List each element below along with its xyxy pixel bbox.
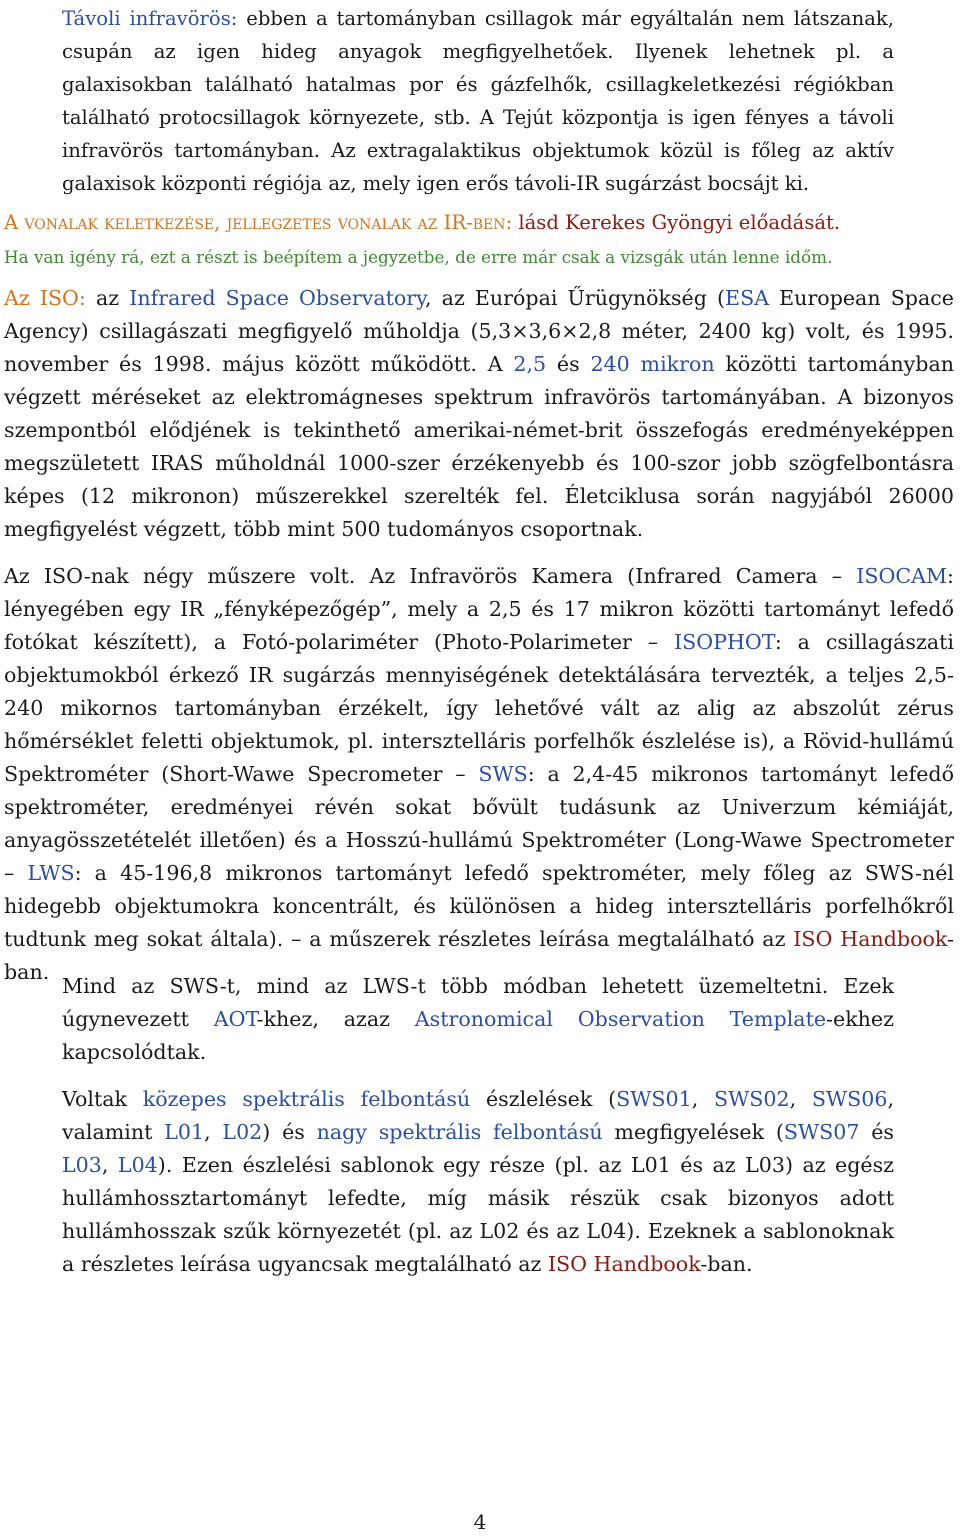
isophot-link[interactable]: ISOPHOT [673,630,775,654]
text-span: , az Európai Űrügynökség ( [425,286,726,310]
text-span: : lényegében egy IR „fényképezőgép”, mely a 2,5 és 17 mikron közötti tartományt lefedő fotókat készített), a Fotó-polariméter (Photo-Polarimeter – [4,564,954,654]
page-number: 4 [473,1510,487,1534]
text-span: -ban. [4,927,954,984]
iso-heading: Az ISO: [4,286,86,310]
aot-link[interactable]: AOT [213,1007,257,1031]
lws-link[interactable]: LWS [27,861,75,885]
text-span: , [691,1087,714,1111]
observation-modes-paragraph [62,1083,894,1281]
lines-heading-paragraph [4,207,954,239]
text-span: észlelések ( [470,1087,617,1111]
aot-paragraph [62,970,894,1069]
text-span: -ban. [700,1252,753,1276]
sws01-link[interactable]: SWS01 [616,1087,692,1111]
far-infrared-text: ebben a tartományban csillagok már egyáltalán nem látszanak, csupán az igen hideg anyagok megfigyelhetőek. Ilyenek lehetnek pl. a galaxisokban található hatalmas por és gázfelhők, csillagkeletkezési régiókban található protocsillagok környezete, stb. A Tejút központja is igen fényes a távoli infravörös tartományban. Az extragalaktikus objektumok közül is főleg az aktív galaxisok központi régiója az, mely igen erős távoli-IR sugárzást bocsájt ki. [62,7,894,195]
far-infrared-paragraph [62,2,894,200]
text-span: : a 2,4-45 mikronos tartományt lefedő spektrométer, eredményei révén sokat bővült tudásunk az Univerzum kémiáját, anyagösszetételét illetően) és a Hosszú-hullámú Spektrométer (Long-Wawe Spectrometer – [4,762,954,885]
sws-link[interactable]: SWS [478,762,528,786]
iso-handbook-link[interactable]: ISO Handbook [793,927,948,951]
iso-intro-paragraph [4,282,954,546]
iso-handbook-link[interactable]: ISO Handbook [547,1252,701,1276]
text-span: Az ISO-nak négy műszere volt. Az Infravörös Kamera (Infrared Camera – [4,564,857,588]
text-span: , [789,1087,812,1111]
author-note: Ha van igény rá, ezt a részt is beépítem a jegyzetbe, de erre már csak a vizsgák után lenne időm. [4,247,833,267]
sws06-link[interactable]: SWS06 [811,1087,888,1111]
text-span: megfigyelések ( [602,1120,784,1144]
l04-link[interactable]: L04 [117,1153,158,1177]
text-span: -ekhez kapcsolódtak. [62,1007,894,1064]
text-span: , valamint [62,1087,895,1144]
range-lower-term: 2,5 [513,352,547,376]
text-span: , [101,1153,118,1177]
medium-resolution-link[interactable]: közepes spektrális felbontású [142,1087,471,1111]
text-span: és [859,1120,894,1144]
text-span: -khez, azaz [256,1007,415,1031]
iso-instruments-paragraph [4,560,954,989]
text-span: az [85,286,130,310]
lines-heading: A vonalak keletkezése, jellegzetes vonalak az IR-ben: [4,211,513,234]
text-span: : a 45-196,8 mikronos tartományt lefedő spektrométer, mely főleg az SWS-nél hidegebb objektumokra koncentrált, és különösen a hideg intersztelláris porfelhőkről tudtunk meg sokat általa). – a műszerek részletes leírása megtalálható az [4,861,954,951]
text-span: , [204,1120,223,1144]
text-span: European Space Agency) csillagászati megfigyelő műholdja (5,3×3,6×2,8 méter, 2400 kg) volt, és 1995. november és 1998. május között működött. A [4,286,954,376]
isocam-link[interactable]: ISOCAM [856,564,948,588]
astronomical-observation-template-link[interactable]: Astronomical Observation Template [414,1007,827,1031]
range-upper-term: 240 mikron [590,352,715,376]
far-infrared-term: Távoli infravörös: [62,7,238,30]
esa-link[interactable]: ESA [725,286,770,310]
high-resolution-link[interactable]: nagy spektrális felbontású [316,1120,603,1144]
text-span: Mind az SWS-t, mind az LWS-t több módban lehetett üzemeltetni. Ezek úgynevezett [62,974,894,1031]
text-span: ) és [262,1120,317,1144]
text-span: : a csillagászati objektumokból érkező IR sugárzás mennyiségének detektálására tervezték, a teljes 2,5-240 mikornos tartományban érzékelt, így lehetővé vált az alig az abszolút zérus hőmérséklet feletti objektumok, pl. intersztelláris porfelhők észlelése is), a Rövid-hullámú Spektrométer (Short-Wawe Specrometer – [4,630,954,786]
lecture-reference-link[interactable]: lásd Kerekes Gyöngyi előadását. [512,211,841,234]
text-span: Voltak [62,1087,143,1111]
infrared-space-observatory-link[interactable]: Infrared Space Observatory [129,286,426,310]
text-span: ). Ezen észlelési sablonok egy része (pl. az L01 és az L03) az egész hullámhossztartományt lefedte, míg másik részük csak bizonyos adott hullámhosszak szűk környezetét (pl. az L02 és az L04). Ezeknek a sablonoknak a részletes leírása ugyancsak megtalálható az [62,1153,894,1276]
text-span: közötti tartományban végzett méréseket az elektromágneses spektrum infravörös tartományában. A bizonyos szempontból elődjének is tekinthető amerikai-német-brit összefogás eredményeképpen megszületett IRAS műholdnál 1000-szer érzékenyebb és 100-szor jobb szögfelbontásra képes (12 mikronon) műszerekkel szerelték fel. Életciklusa során nagyjából 26000 megfigyelést végzett, több mint 500 tudományos csoportnak. [4,352,954,541]
l03-link[interactable]: L03 [62,1153,102,1177]
l02-link[interactable]: L02 [222,1120,263,1144]
l01-link[interactable]: L01 [164,1120,205,1144]
text-span: és [546,352,591,376]
sws02-link[interactable]: SWS02 [714,1087,790,1111]
sws07-link[interactable]: SWS07 [783,1120,860,1144]
